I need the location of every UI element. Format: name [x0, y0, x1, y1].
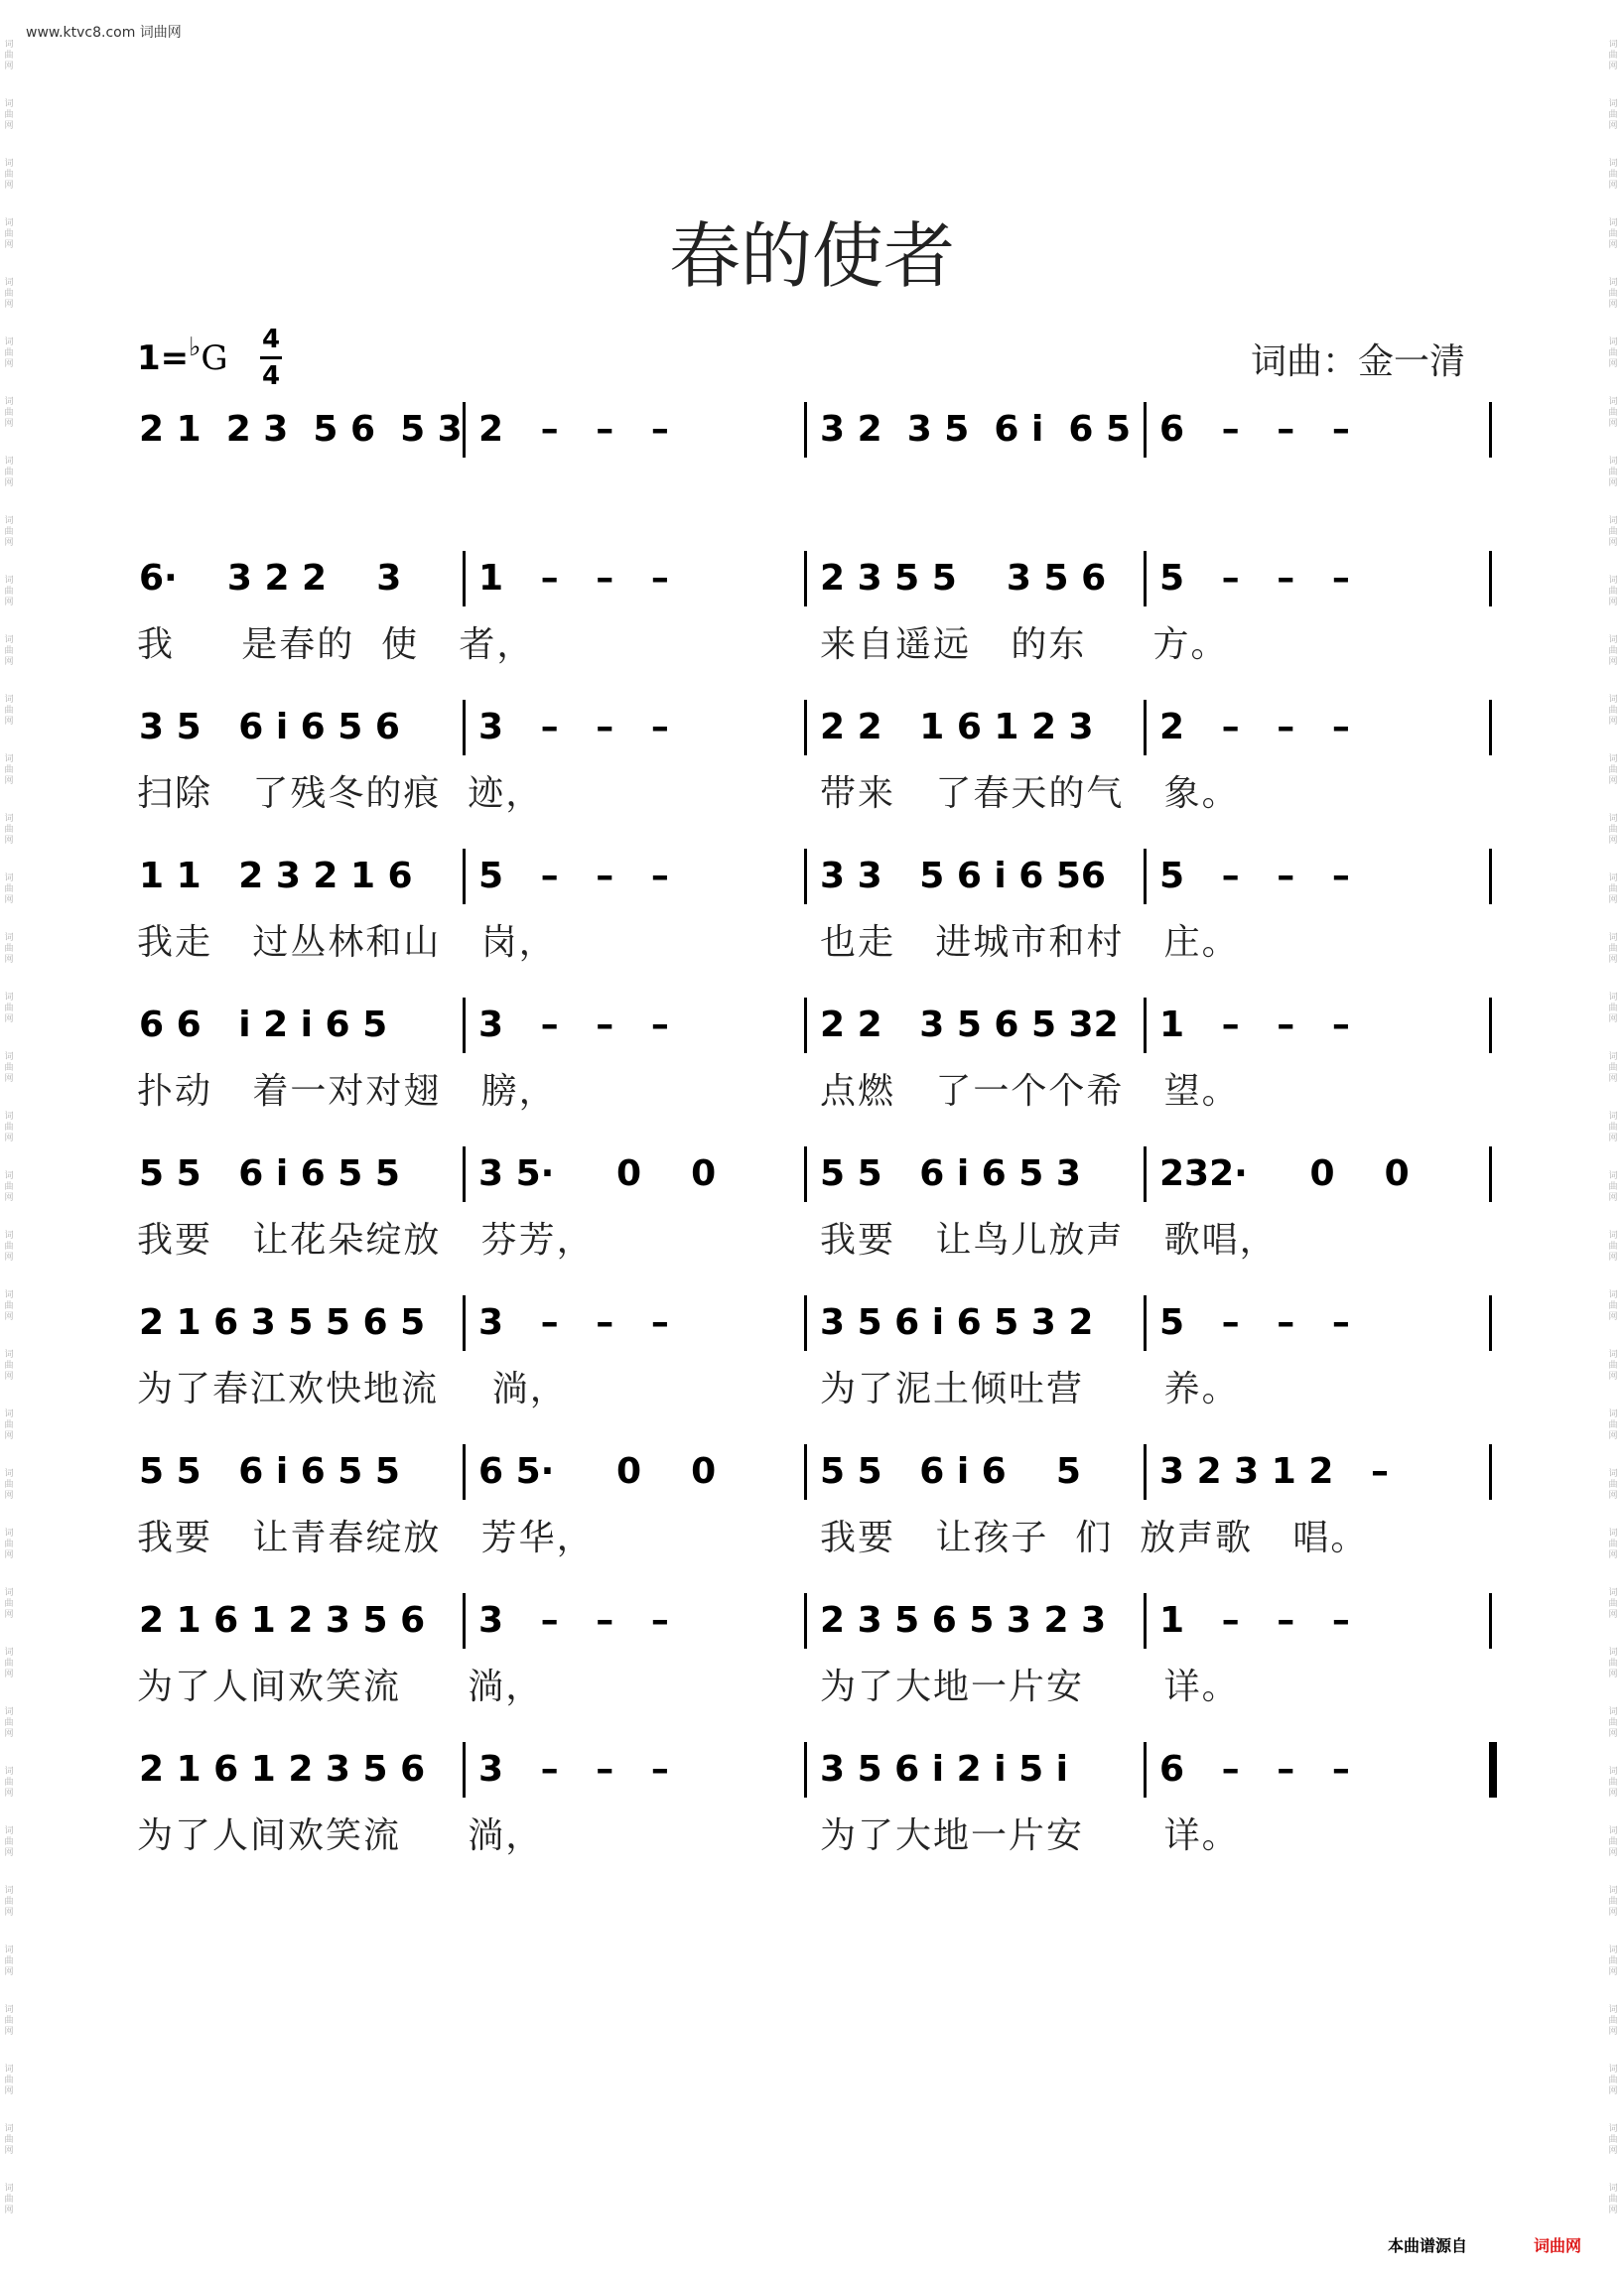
watermark-mark: 词曲网	[1608, 457, 1618, 488]
measure: 3 3 5 6 i 6 56	[820, 856, 1106, 896]
barline	[1144, 998, 1147, 1053]
barline	[463, 1146, 466, 1202]
measure: 5 5 6 i 6 5 3	[820, 1153, 1081, 1194]
footer-source: 本曲谱源自	[1388, 2236, 1468, 2255]
barline	[804, 1444, 807, 1500]
lyric-phrase: 为了人间欢笑流 淌，	[137, 1815, 544, 1856]
watermark-mark: 词曲网	[4, 1171, 14, 1203]
barline	[1489, 402, 1492, 458]
measure: 5 5 6 i 6 5 5	[139, 1153, 400, 1194]
time-signature	[260, 323, 282, 393]
barline	[463, 700, 466, 755]
barline	[1144, 402, 1147, 458]
key-signature	[137, 333, 228, 378]
lyric-phrase: 我要 让孩子 们 放声歌 唱。	[820, 1518, 1369, 1558]
barline	[1489, 551, 1492, 606]
barline	[1489, 849, 1492, 904]
watermark-mark: 词曲网	[1608, 278, 1618, 310]
composer-credit: 词曲：金一清	[1251, 341, 1466, 382]
watermark-mark: 词曲网	[4, 159, 14, 191]
measure: 3 – – –	[478, 1749, 669, 1790]
music-line	[0, 400, 1624, 460]
barline	[463, 551, 466, 606]
measure: 1 – – –	[1159, 1005, 1350, 1045]
watermark-mark: 词曲网	[4, 2124, 14, 2156]
watermark-mark: 词曲网	[4, 873, 14, 905]
watermark-mark: 词曲网	[4, 516, 14, 548]
watermark-mark: 词曲网	[4, 2005, 14, 2037]
watermark-mark: 词曲网	[1608, 1767, 1618, 1799]
watermark-mark: 词曲网	[1608, 1290, 1618, 1322]
barline	[463, 998, 466, 1053]
measure: 6 6 i 2 i 6 5	[139, 1005, 388, 1045]
lyric-phrase: 来自遥远 的东 方。	[820, 624, 1229, 665]
watermark-mark: 词曲网	[4, 2065, 14, 2096]
lyric-phrase: 为了泥土倾吐营 养。	[820, 1369, 1240, 1409]
watermark-mark: 词曲网	[1608, 1350, 1618, 1382]
music-line	[0, 996, 1624, 1055]
measure: 1 1 2 3 2 1 6	[139, 856, 413, 896]
watermark-mark: 词曲网	[1608, 1648, 1618, 1679]
watermark-mark: 词曲网	[1608, 40, 1618, 71]
watermark-mark: 词曲网	[1608, 754, 1618, 786]
watermark-mark: 词曲网	[1608, 695, 1618, 727]
watermark-mark: 词曲网	[1608, 873, 1618, 905]
watermark-mark: 词曲网	[1608, 1171, 1618, 1203]
music-line	[0, 847, 1624, 906]
watermark-mark: 词曲网	[1608, 337, 1618, 369]
watermark-mark: 词曲网	[1608, 993, 1618, 1024]
barline	[1144, 1146, 1147, 1202]
page-title: 春的使者	[668, 214, 955, 298]
barline	[804, 998, 807, 1053]
watermark-mark: 词曲网	[4, 1350, 14, 1382]
watermark-mark: 词曲网	[1608, 635, 1618, 667]
watermark-mark: 词曲网	[4, 1231, 14, 1263]
watermark-mark: 词曲网	[4, 1648, 14, 1679]
measure: 2 – – –	[478, 409, 669, 450]
watermark-mark: 词曲网	[4, 1886, 14, 1918]
watermark-mark: 词曲网	[1608, 576, 1618, 607]
watermark-mark: 词曲网	[4, 635, 14, 667]
music-line	[0, 1442, 1624, 1502]
key-one: 1=	[137, 338, 190, 378]
lyric-phrase: 带来 了春天的气 象。	[820, 773, 1240, 814]
barline	[804, 1146, 807, 1202]
barline	[1489, 1295, 1492, 1351]
lyric-phrase: 为了春江欢快地流 淌，	[137, 1369, 568, 1409]
watermark-mark: 词曲网	[4, 337, 14, 369]
barline	[1144, 1742, 1147, 1798]
music-line	[0, 1144, 1624, 1204]
barline	[1144, 551, 1147, 606]
lyric-line	[0, 1808, 1624, 1857]
measure: 6 5· 0 0	[478, 1451, 717, 1492]
lyric-phrase: 我要 让青春绽放 芳华，	[137, 1518, 595, 1558]
footer-brand[interactable]: 词曲网	[1534, 2236, 1582, 2255]
barline	[804, 402, 807, 458]
lyric-line	[0, 914, 1624, 964]
watermark-mark: 词曲网	[4, 695, 14, 727]
watermark-mark: 词曲网	[4, 814, 14, 846]
music-line	[0, 1293, 1624, 1353]
measure: 5 – – –	[1159, 856, 1350, 896]
lyric-line	[0, 616, 1624, 666]
watermark-mark: 词曲网	[1608, 1529, 1618, 1560]
watermark-mark: 词曲网	[1608, 814, 1618, 846]
lyric-phrase: 我走 过丛林和山 岗，	[137, 922, 557, 963]
barline	[804, 1295, 807, 1351]
measure: 5 – – –	[1159, 558, 1350, 599]
lyric-phrase: 我要 让鸟儿放声 歌唱，	[820, 1220, 1278, 1261]
measure: 3 – – –	[478, 1600, 669, 1641]
watermark-mark: 词曲网	[1608, 159, 1618, 191]
watermark-mark: 词曲网	[1608, 1707, 1618, 1739]
music-line	[0, 1740, 1624, 1800]
barline	[1489, 1146, 1492, 1202]
watermark-mark: 词曲网	[1608, 1112, 1618, 1143]
watermark-mark: 词曲网	[1608, 218, 1618, 250]
barline	[1489, 1742, 1497, 1798]
watermark-mark: 词曲网	[4, 99, 14, 131]
measure: 3 2 3 1 2 –	[1159, 1451, 1389, 1492]
lyric-phrase: 为了大地一片安 详。	[820, 1815, 1240, 1856]
barline	[463, 1295, 466, 1351]
music-line	[0, 1591, 1624, 1651]
watermark-mark: 词曲网	[4, 576, 14, 607]
barline	[463, 1593, 466, 1649]
music-line	[0, 549, 1624, 608]
lyric-phrase: 点燃 了一个个希 望。	[820, 1071, 1240, 1112]
measure: 5 5 6 i 6 5 5	[139, 1451, 400, 1492]
watermark-mark: 词曲网	[1608, 2065, 1618, 2096]
measure: 3 5 6 i 2 i 5 i	[820, 1749, 1068, 1790]
site-url[interactable]: www.ktvc8.com 词曲网	[26, 25, 182, 41]
barline	[1144, 700, 1147, 755]
measure: 5 – – –	[1159, 1302, 1350, 1343]
barline	[1144, 849, 1147, 904]
measure: 6· 3 2 2 3	[139, 558, 402, 599]
watermark-mark: 词曲网	[1608, 1886, 1618, 1918]
barline	[1144, 1295, 1147, 1351]
lyric-phrase: 为了大地一片安 详。	[820, 1667, 1240, 1707]
watermark-mark: 词曲网	[1608, 1469, 1618, 1501]
barline	[1489, 700, 1492, 755]
watermark-mark: 词曲网	[4, 1826, 14, 1858]
watermark-mark: 词曲网	[4, 993, 14, 1024]
key-note: G	[201, 338, 228, 378]
lyric-line	[0, 1510, 1624, 1559]
watermark-mark: 词曲网	[4, 1290, 14, 1322]
barline	[463, 402, 466, 458]
watermark-mark: 词曲网	[1608, 933, 1618, 965]
flat-icon: ♭	[189, 333, 202, 362]
watermark-mark: 词曲网	[4, 1588, 14, 1620]
measure: 2 1 2 3 5 6 5 3	[139, 409, 463, 450]
measure: 3 – – –	[478, 1005, 669, 1045]
measure: 5 5 6 i 6 5	[820, 1451, 1081, 1492]
measure: 3 5 6 i 6 5 3 2	[820, 1302, 1094, 1343]
measure: 2 – – –	[1159, 707, 1350, 747]
barline	[1144, 1444, 1147, 1500]
watermark-mark: 词曲网	[1608, 397, 1618, 429]
measure: 3 5· 0 0	[478, 1153, 717, 1194]
measure: 232· 0 0	[1159, 1153, 1410, 1194]
watermark-mark: 词曲网	[4, 1052, 14, 1084]
measure: 5 – – –	[478, 856, 669, 896]
barline	[1489, 1444, 1492, 1500]
watermark-mark: 词曲网	[1608, 1409, 1618, 1441]
watermark-mark: 词曲网	[1608, 1052, 1618, 1084]
measure: 6 – – –	[1159, 409, 1350, 450]
watermark-mark: 词曲网	[4, 1469, 14, 1501]
measure: 3 – – –	[478, 707, 669, 747]
watermark-mark: 词曲网	[1608, 516, 1618, 548]
barline	[1489, 998, 1492, 1053]
lyric-phrase: 我 是春的 使 者，	[137, 624, 535, 665]
measure: 6 – – –	[1159, 1749, 1350, 1790]
watermark-mark: 词曲网	[4, 457, 14, 488]
lyric-line	[0, 1212, 1624, 1262]
watermark-mark: 词曲网	[1608, 1945, 1618, 1977]
measure: 2 1 6 1 2 3 5 6	[139, 1600, 426, 1641]
watermark-mark: 词曲网	[4, 1529, 14, 1560]
watermark-mark: 词曲网	[4, 1409, 14, 1441]
watermark-mark: 词曲网	[1608, 1826, 1618, 1858]
watermark-mark: 词曲网	[1608, 99, 1618, 131]
watermark-mark: 词曲网	[4, 2184, 14, 2215]
watermark-mark: 词曲网	[4, 40, 14, 71]
barline	[804, 551, 807, 606]
lyric-line	[0, 1063, 1624, 1113]
barline	[463, 1742, 466, 1798]
watermark-mark: 词曲网	[4, 754, 14, 786]
lyric-line	[0, 765, 1624, 815]
watermark-mark: 词曲网	[1608, 2005, 1618, 2037]
measure: 2 3 5 5 3 5 6	[820, 558, 1107, 599]
watermark-mark: 词曲网	[4, 218, 14, 250]
barline	[804, 1593, 807, 1649]
watermark-mark: 词曲网	[4, 933, 14, 965]
barline	[463, 1444, 466, 1500]
measure: 1 – – –	[1159, 1600, 1350, 1641]
barline	[1144, 1593, 1147, 1649]
measure: 3 – – –	[478, 1302, 669, 1343]
watermark-mark: 词曲网	[1608, 1588, 1618, 1620]
measure: 1 – – –	[478, 558, 669, 599]
barline	[1489, 1593, 1492, 1649]
measure: 2 2 3 5 6 5 32	[820, 1005, 1119, 1045]
measure: 3 2 3 5 6 i 6 5	[820, 409, 1132, 450]
barline	[804, 1742, 807, 1798]
lyric-line	[0, 1659, 1624, 1708]
watermark-mark: 词曲网	[1608, 2184, 1618, 2215]
lyric-phrase: 也走 进城市和村 庄。	[820, 922, 1240, 963]
lyric-phrase: 为了人间欢笑流 淌，	[137, 1667, 544, 1707]
measure: 2 2 1 6 1 2 3	[820, 707, 1094, 747]
measure: 2 3 5 6 5 3 2 3	[820, 1600, 1107, 1641]
lyric-line	[0, 468, 1624, 517]
measure: 2 1 6 1 2 3 5 6	[139, 1749, 426, 1790]
watermark-mark: 词曲网	[1608, 1231, 1618, 1263]
measure: 2 1 6 3 5 5 6 5	[139, 1302, 426, 1343]
meter-bottom: 4	[261, 361, 281, 391]
lyric-phrase: 扫除 了残冬的痕 迹，	[137, 773, 544, 814]
lyric-phrase: 扑动 着一对对翅 膀，	[137, 1071, 557, 1112]
watermark-mark: 词曲网	[4, 1945, 14, 1977]
watermark-mark: 词曲网	[4, 397, 14, 429]
lyric-phrase: 我要 让花朵绽放 芬芳，	[137, 1220, 595, 1261]
measure: 3 5 6 i 6 5 6	[139, 707, 400, 747]
barline	[804, 849, 807, 904]
music-line	[0, 698, 1624, 757]
meter-top: 4	[261, 325, 281, 354]
watermark-mark: 词曲网	[4, 278, 14, 310]
watermark-mark: 词曲网	[4, 1767, 14, 1799]
watermark-mark: 词曲网	[4, 1112, 14, 1143]
barline	[804, 700, 807, 755]
lyric-line	[0, 1361, 1624, 1410]
barline	[463, 849, 466, 904]
watermark-mark: 词曲网	[4, 1707, 14, 1739]
watermark-mark: 词曲网	[1608, 2124, 1618, 2156]
